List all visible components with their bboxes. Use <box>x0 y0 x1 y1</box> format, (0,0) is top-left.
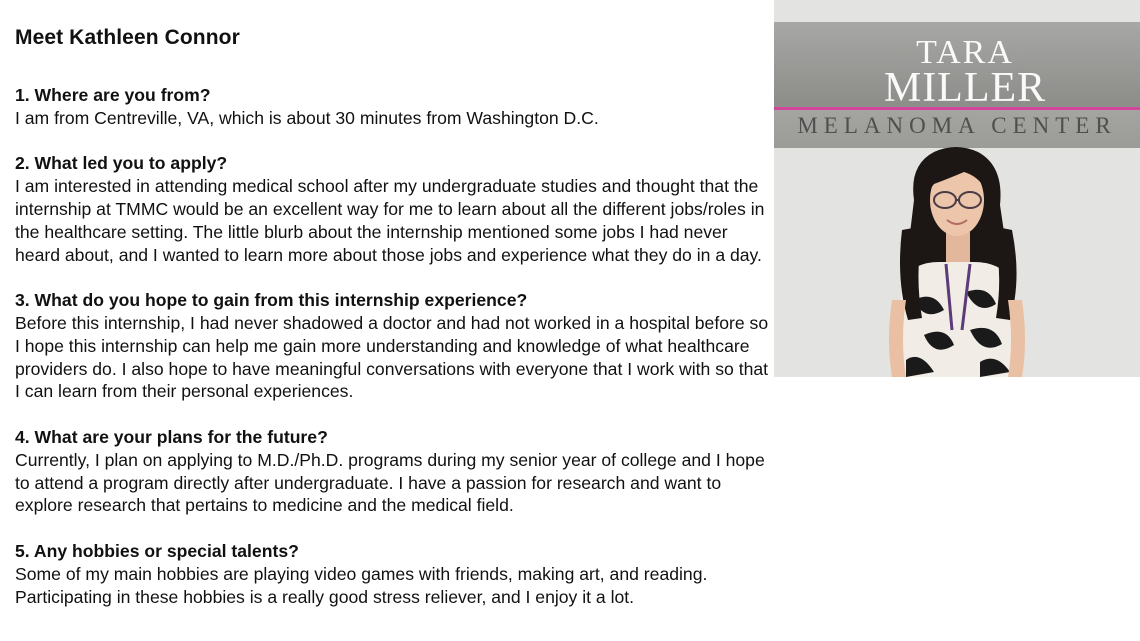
qa-item-2 <box>15 152 775 266</box>
qa-list <box>15 84 775 631</box>
qa-item-1 <box>15 84 775 130</box>
qa-item-3 <box>15 289 775 403</box>
answer-4: Currently, I plan on applying to M.D./Ph.D. programs during my senior year of college and I hope to attend a program directly after undergraduate. I have a passion for research and want to explore research that pertains to medicine and the medical field. <box>15 449 765 516</box>
sign-text-melanoma-center: MELANOMA CENTER <box>797 113 1117 138</box>
answer-1: I am from Centreville, VA, which is about 30 minutes from Washington D.C. <box>15 107 599 128</box>
answer-3: Before this internship, I had never shadowed a doctor and had not worked in a hospital before so I hope this internship can help me gain more understanding and knowledge of what healthcare providers do. I also hope to have meaningful conversations with everyone that I work with so that I can learn from their personal experiences. <box>15 312 769 402</box>
profile-photo <box>774 0 1140 377</box>
page-title: Meet Kathleen Connor <box>15 26 240 49</box>
question-2: 2. What led you to apply? <box>15 153 228 174</box>
qa-item-4 <box>15 426 775 517</box>
qa-item-5 <box>15 540 775 608</box>
person-figure <box>774 0 1140 377</box>
question-4: 4. What are your plans for the future? <box>15 426 328 447</box>
answer-5: Some of my main hobbies are playing video games with friends, making art, and reading. Participating in these hobbies is a really good stress reliever, and I enjoy it a lot. <box>15 563 708 607</box>
question-1: 1. Where are you from? <box>15 85 211 105</box>
sign-text-tara: TARA <box>916 34 1014 71</box>
question-3: 3. What do you hope to gain from this internship experience? <box>15 290 528 311</box>
sign-text-miller: MILLER <box>883 65 1047 111</box>
question-5: 5. Any hobbies or special talents? <box>15 540 299 561</box>
answer-2: I am interested in attending medical school after my undergraduate studies and thought that the internship at TMMC would be an excellent way for me to learn about all the different jobs/roles in the healthcare setting. The little blurb about the internship mentioned some jobs I had never heard about, and I wanted to learn more about those jobs and experience what they do in a day. <box>15 176 765 265</box>
